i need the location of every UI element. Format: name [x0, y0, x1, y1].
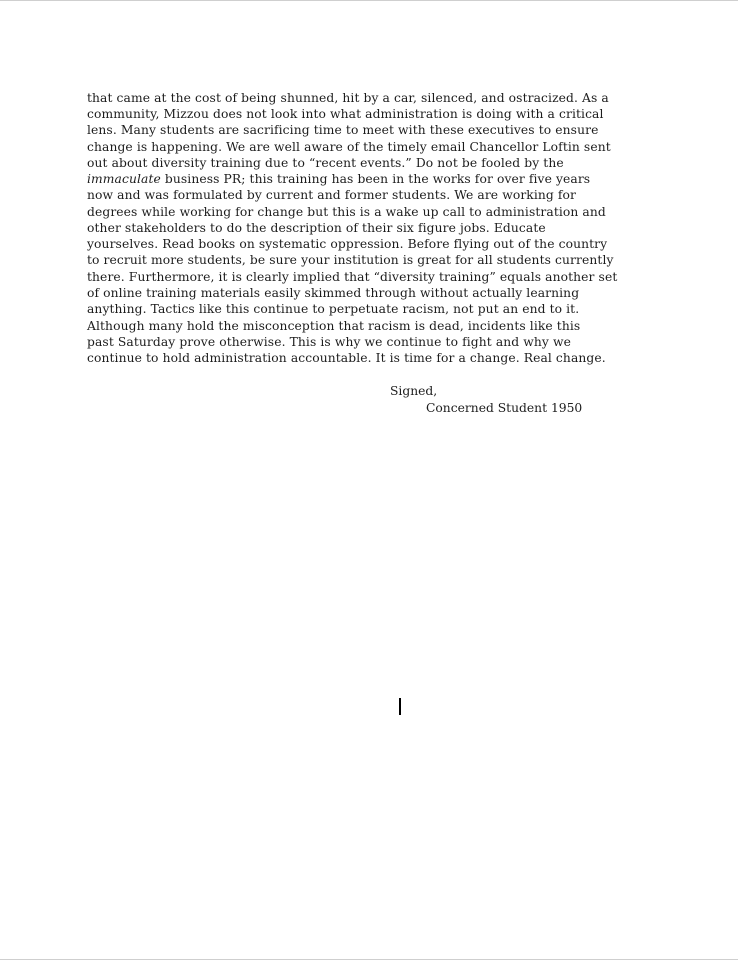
body-line-with-italic — [87, 171, 590, 187]
body-line: past Saturday prove otherwise. This is why we continue to fight and why we — [87, 335, 571, 349]
body-line: continue to hold administration accountable. It is time for a change. Real change. — [87, 351, 606, 365]
italic-word: immaculate — [87, 172, 161, 186]
body-line: lens. Many students are sacrificing time to meet with these executives to ensure — [87, 123, 599, 137]
text-cursor[interactable] — [399, 698, 401, 715]
body-line: out about diversity training due to “recent events.” Do not be fooled by the — [87, 156, 564, 170]
body-line: of online training materials easily skimmed through without actually learning — [87, 286, 580, 300]
body-line: other stakeholders to do the description of their six figure jobs. Educate — [87, 221, 546, 235]
body-line: community, Mizzou does not look into what administration is doing with a critical — [87, 107, 604, 121]
body-line: anything. Tactics like this continue to perpetuate racism, not put an end to it. — [87, 302, 580, 316]
signature-closing: Signed, — [390, 384, 438, 398]
body-line: change is happening. We are well aware of the timely email Chancellor Loftin sent — [87, 140, 611, 154]
body-line: there. Furthermore, it is clearly implied that “diversity training” equals another set — [87, 270, 618, 284]
body-line: to recruit more students, be sure your institution is great for all students currently — [87, 253, 614, 267]
body-line: now and was formulated by current and former students. We are working for — [87, 188, 577, 202]
signature-name: Concerned Student 1950 — [426, 401, 583, 415]
body-line: yourselves. Read books on systematic oppression. Before flying out of the country — [87, 237, 608, 251]
body-line: that came at the cost of being shunned, hit by a car, silenced, and ostracized. As a — [87, 91, 609, 105]
body-line-rest: business PR; this training has been in the works for over five years — [164, 172, 591, 186]
body-line: degrees while working for change but this is a wake up call to administration and — [87, 205, 606, 219]
body-line: Although many hold the misconception that racism is dead, incidents like this — [87, 319, 581, 333]
